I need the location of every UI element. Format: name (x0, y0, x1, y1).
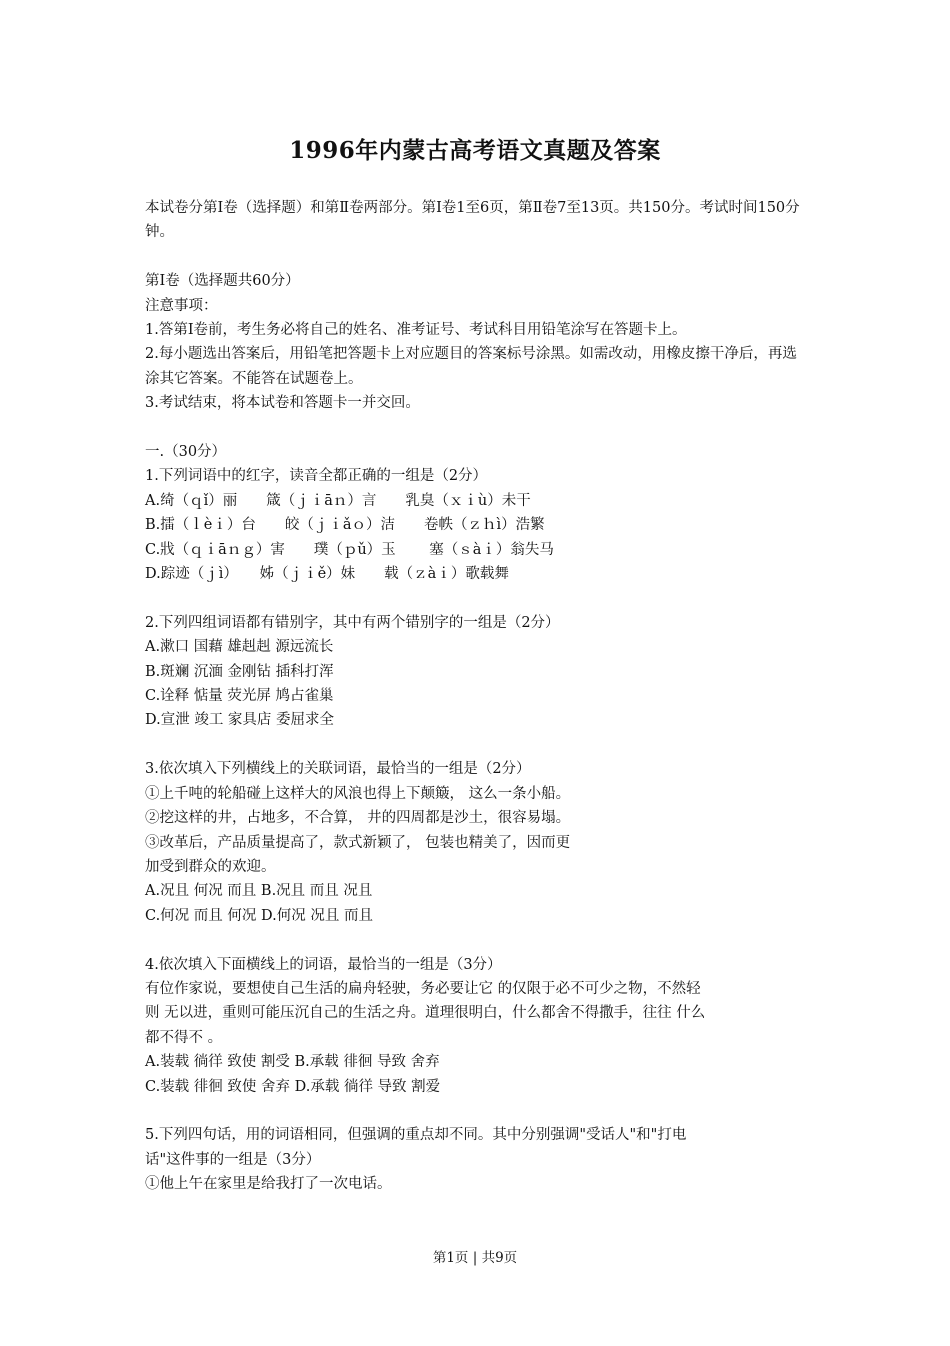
answer-option: A.况且 何况 而且 B.况且 而且 况且 (145, 883, 373, 900)
spacer (145, 733, 805, 757)
spacer (145, 928, 805, 952)
answer-option: C.诠释 惦量 荧光屏 鸠占雀巢 (145, 688, 334, 705)
question-stem: 3.依次填入下列横线上的关联词语，最恰当的一组是（2分） (145, 761, 531, 778)
question-item: ②挖这样的井，占地多，不合算， 井的四周都是沙土，很容易塌。 (145, 810, 571, 827)
answer-option: C.装载 徘徊 致使 舍弃 D.承载 徜徉 导致 割爱 (145, 1078, 441, 1095)
note-item: 1.答第Ⅰ卷前，考生务必将自己的姓名、准考证号、考试科目用铅笔涂写在答题卡上。 (145, 322, 687, 339)
answer-option: A.绮（ｑǐ）丽 箴（ｊｉāｎ）言 乳臭（ｘｉù）未干 (145, 492, 531, 509)
question-stem: 1.下列词语中的红字，读音全都正确的一组是（2分） (145, 468, 488, 485)
answer-option: D.踪迹（ｊì） 姊（ｊｉě）妹 载（ｚàｉ）歌载舞 (145, 566, 509, 583)
question-item: ①他上午在家里是给我打了一次电话。 (145, 1176, 392, 1193)
passage-line: 则 无以进，重则可能压沉自己的生活之舟。道理很明白，什么都舍不得撒手，往往 什么 (145, 1005, 706, 1022)
note-item: 3.考试结束，将本试卷和答题卡一并交回。 (145, 395, 420, 412)
question-item: 加受到群众的欢迎。 (145, 858, 276, 875)
answer-option: C.戕（ｑｉāｎｇ）害 璞（ｐǔ）玉 塞（ｓàｉ）翁失马 (145, 541, 554, 558)
spacer (145, 1099, 805, 1123)
spacer (145, 245, 805, 269)
page-footer: 第1页 | 共9页 (432, 1250, 518, 1266)
answer-option: B.擂（ｌèｉ）台 皎（ｊｉǎｏ）洁 卷帙（ｚｈì）浩繁 (145, 517, 545, 534)
note-item: 2.每小题选出答案后，用铅笔把答题卡上对应题目的答案标号涂黑。如需改动，用橡皮擦干净后，再选涂其它答案。不能答在试题卷上。 (145, 346, 797, 387)
section-heading: 一.（30分） (145, 444, 227, 461)
answer-option: B.斑斓 沉湎 金刚钻 插科打浑 (145, 663, 334, 680)
question-item: ①上千吨的轮船碰上这样大的风浪也得上下颠簸， 这么一条小船。 (145, 785, 571, 802)
question-stem: 话"这件事的一组是（3分） (145, 1151, 321, 1168)
intro-paragraph: 本试卷分第Ⅰ卷（选择题）和第Ⅱ卷两部分。第Ⅰ卷1至6页，第Ⅱ卷7至13页。共150分。考试时间150分钟。 (145, 200, 800, 241)
spacer (145, 416, 805, 440)
answer-option: C.何况 而且 何况 D.何况 况且 而且 (145, 907, 373, 924)
question-item: ③改革后，产品质量提高了，款式新颖了， 包装也精美了，因而更 (145, 834, 571, 851)
question-stem: 2.下列四组词语都有错别字，其中有两个错别字的一组是（2分） (145, 614, 560, 631)
question-stem: 4.依次填入下面横线上的词语，最恰当的一组是（3分） (145, 956, 502, 973)
answer-option: A.漱口 国藉 雄赳赳 源远流长 (145, 639, 334, 656)
question-stem: 5.下列四句话，用的词语相同，但强调的重点却不同。其中分别强调"受话人"和"打电 (145, 1127, 687, 1144)
passage-line: 有位作家说，要想使自己生活的扁舟轻驶，务必要让它 的仅限于必不可少之物，不然轻 (145, 980, 701, 997)
answer-option: A.装载 徜徉 致使 割受 B.承载 徘徊 导致 舍弃 (145, 1054, 440, 1071)
spacer (145, 586, 805, 610)
part1-heading: 第Ⅰ卷（选择题共60分） (145, 273, 300, 290)
passage-line: 都不得不 。 (145, 1029, 223, 1046)
document-body (145, 196, 805, 1197)
page-title: 1996年内蒙古高考语文真题及答案 (289, 137, 661, 164)
notes-heading: 注意事项： (145, 297, 218, 314)
answer-option: D.宣泄 竣工 家具店 委屈求全 (145, 712, 335, 729)
